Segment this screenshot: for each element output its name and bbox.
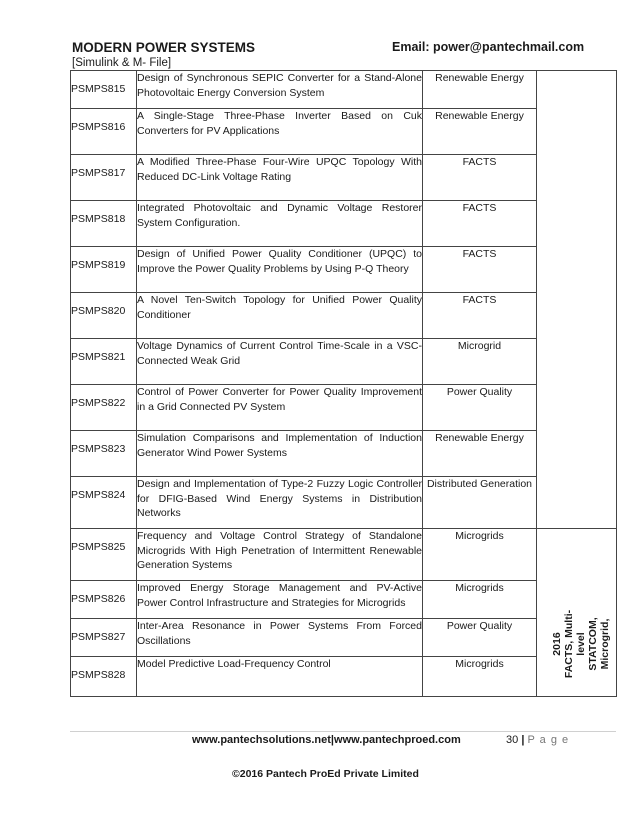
project-code-cell: PSMPS815	[71, 71, 137, 109]
project-code-cell: PSMPS827	[71, 619, 137, 657]
side-note-line: STATCOM,	[587, 617, 599, 671]
table-row	[71, 109, 617, 155]
project-code-cell: PSMPS826	[71, 581, 137, 619]
project-title-cell: Voltage Dynamics of Current Control Time-Scale in a VSC-Connected Weak Grid	[137, 339, 423, 385]
side-column-cell-upper	[537, 71, 617, 529]
project-category-cell: Microgrids	[423, 581, 537, 619]
project-title-cell: Control of Power Converter for Power Quality Improvement in a Grid Connected PV System	[137, 385, 423, 431]
project-category-cell: FACTS	[423, 201, 537, 247]
project-code-cell: PSMPS825	[71, 529, 137, 581]
table-row	[71, 385, 617, 431]
side-note-line: FACTS, Multi-	[563, 609, 575, 679]
project-code-cell: PSMPS816	[71, 109, 137, 155]
project-category-cell: Power Quality	[423, 619, 537, 657]
project-title-cell: Design and Implementation of Type-2 Fuzzy Logic Controller for DFIG-Based Wind Energy Systems in Distribution Networks	[137, 477, 423, 529]
table-row	[71, 657, 617, 697]
side-note	[548, 600, 614, 688]
side-note-line: Microgrid,	[599, 618, 611, 670]
project-code-cell: PSMPS817	[71, 155, 137, 201]
page-number	[506, 734, 569, 746]
project-code-cell: PSMPS823	[71, 431, 137, 477]
project-category-cell: Microgrids	[423, 529, 537, 581]
project-code-cell: PSMPS821	[71, 339, 137, 385]
project-category-cell: Power Quality	[423, 385, 537, 431]
project-title-cell: Inter-Area Resonance in Power Systems From Forced Oscillations	[137, 619, 423, 657]
page-number-value: 30	[506, 734, 519, 746]
project-category-cell: Renewable Energy	[423, 71, 537, 109]
project-code-cell: PSMPS819	[71, 247, 137, 293]
table-row	[71, 293, 617, 339]
project-table	[70, 70, 617, 697]
table-row	[71, 339, 617, 385]
project-title-cell: Model Predictive Load-Frequency Control	[137, 657, 423, 697]
project-title-cell: A Single-Stage Three-Phase Inverter Based on Cuk Converters for PV Applications	[137, 109, 423, 155]
project-code-cell: PSMPS824	[71, 477, 137, 529]
project-title-cell: A Modified Three-Phase Four-Wire UPQC Topology With Reduced DC-Link Voltage Rating	[137, 155, 423, 201]
project-category-cell: Microgrids	[423, 657, 537, 697]
side-column-cell-lower	[537, 529, 617, 697]
project-title-cell: Improved Energy Storage Management and PV-Active Power Control Infrastructure and Strategies for Microgrids	[137, 581, 423, 619]
table-row	[71, 155, 617, 201]
project-title-cell: Integrated Photovoltaic and Dynamic Voltage Restorer System Configuration.	[137, 201, 423, 247]
page-word: P a g e	[527, 734, 570, 746]
document-subtitle: [Simulink & M- File]	[72, 57, 172, 69]
project-title-cell: Design of Unified Power Quality Conditioner (UPQC) to Improve the Power Quality Problems by Using P-Q Theory	[137, 247, 423, 293]
document-title: MODERN POWER SYSTEMS	[72, 40, 256, 55]
project-code-cell: PSMPS818	[71, 201, 137, 247]
project-title-cell: A Novel Ten-Switch Topology for Unified Power Quality Conditioner	[137, 293, 423, 339]
page-number-separator: |	[521, 734, 525, 746]
table-row	[71, 477, 617, 529]
project-title-cell: Simulation Comparisons and Implementation of Induction Generator Wind Power Systems	[137, 431, 423, 477]
table-row	[71, 529, 617, 581]
project-category-cell: FACTS	[423, 155, 537, 201]
header-email: Email: power@pantechmail.com	[392, 40, 585, 54]
project-category-cell: Renewable Energy	[423, 431, 537, 477]
project-category-cell: Microgrid	[423, 339, 537, 385]
table-row	[71, 581, 617, 619]
project-code-cell: PSMPS820	[71, 293, 137, 339]
side-note-year: 2016	[551, 632, 563, 656]
project-title-cell: Frequency and Voltage Control Strategy of Standalone Microgrids With High Penetration of Intermittent Renewable Generation Systems	[137, 529, 423, 581]
footer-website-links[interactable]: www.pantechsolutions.net|www.pantechproed.com	[192, 734, 461, 746]
project-code-cell: PSMPS822	[71, 385, 137, 431]
project-category-cell: FACTS	[423, 293, 537, 339]
table-row	[71, 201, 617, 247]
project-title-cell: Design of Synchronous SEPIC Converter for a Stand-Alone Photovoltaic Energy Conversion System	[137, 71, 423, 109]
table-row	[71, 71, 617, 109]
side-note-line: level	[575, 632, 587, 656]
project-category-cell: Distributed Generation	[423, 477, 537, 529]
footer-divider	[70, 731, 616, 732]
table-row	[71, 431, 617, 477]
project-category-cell: Renewable Energy	[423, 109, 537, 155]
project-category-cell: FACTS	[423, 247, 537, 293]
copyright-notice: ©2016 Pantech ProEd Private Limited	[232, 768, 419, 780]
project-code-cell: PSMPS828	[71, 657, 137, 697]
table-row	[71, 247, 617, 293]
table-row	[71, 619, 617, 657]
